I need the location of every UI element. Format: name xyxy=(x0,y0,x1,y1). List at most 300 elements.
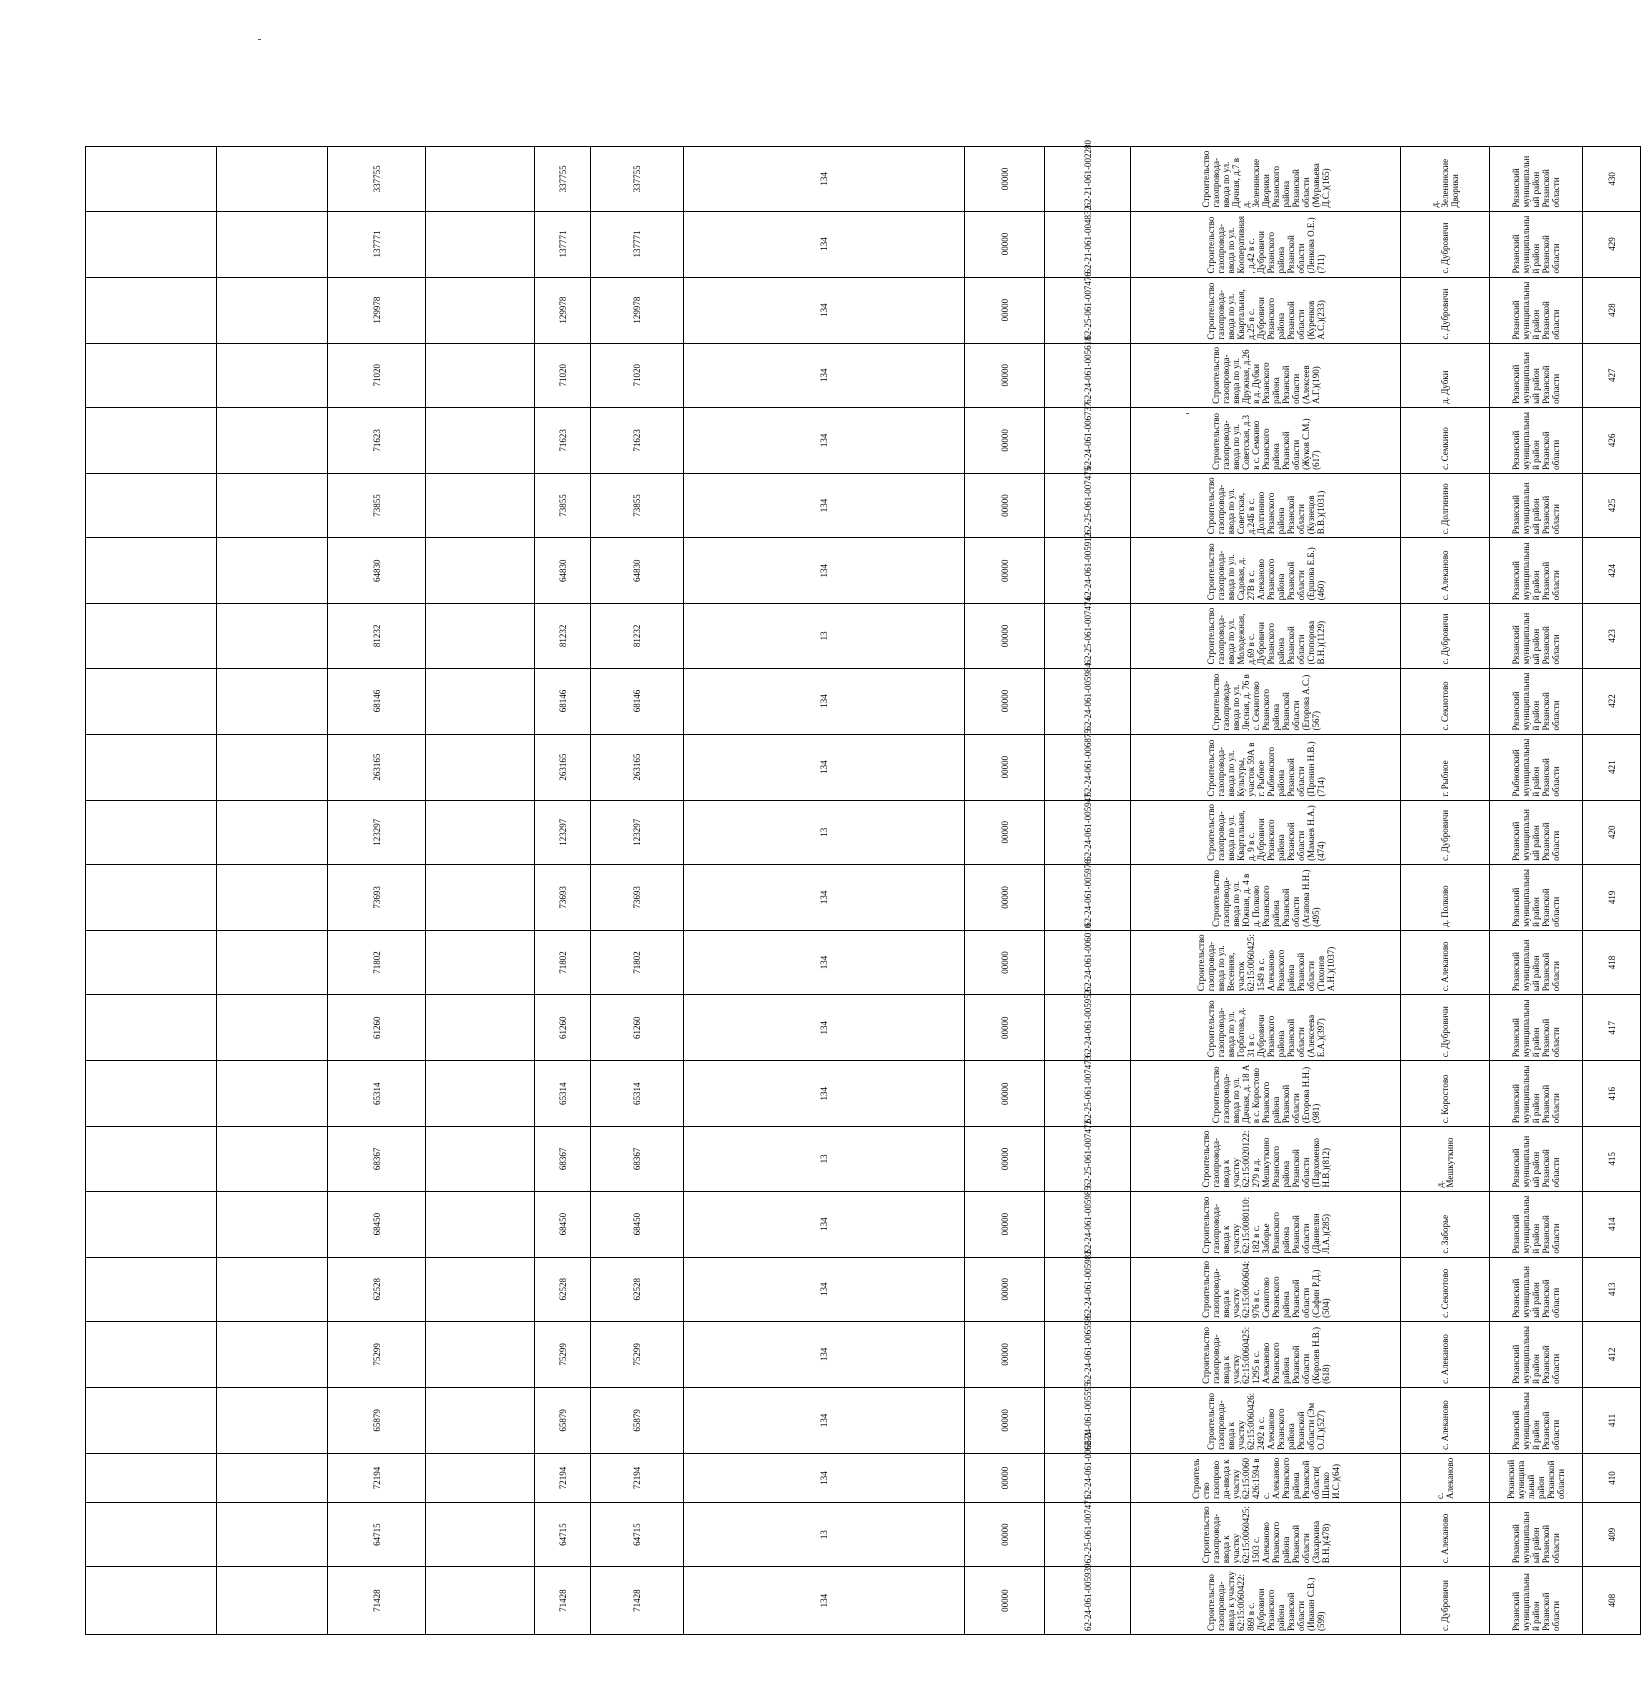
cell-capacity: 134 xyxy=(684,668,965,734)
cell-num: 408 xyxy=(1583,1567,1641,1635)
cell-v3 xyxy=(426,538,535,604)
cell-village: с. Дубровичи xyxy=(1401,1567,1490,1635)
cell-v1: 71802 xyxy=(591,930,684,994)
cell-district: Рязанский муниципальный район Рязанской области xyxy=(1490,1453,1583,1502)
cell-village: с. Алеканово xyxy=(1401,1502,1490,1566)
cell-num: 410 xyxy=(1583,1453,1641,1502)
cell-capacity: 134 xyxy=(684,1387,965,1453)
field-row-capacity xyxy=(684,81,965,1635)
cell-description: Строительство газопровода-ввода к участку 62:15:0060604:976 в с. Секиотово Рязанского района Рязанской области (Сафин Р.Д.)(504) xyxy=(1131,1257,1401,1321)
cell-district: Рязанский муниципальный район Рязанской области xyxy=(1490,604,1583,668)
cell-v4: 65879 xyxy=(328,1387,426,1453)
cell-e2 xyxy=(86,277,217,343)
cell-num: 419 xyxy=(1583,864,1641,930)
cell-cadastral: 62-24-061-005985 xyxy=(1045,1191,1131,1257)
cell-village: с. Заборье xyxy=(1401,1191,1490,1257)
cell-e2 xyxy=(86,1453,217,1502)
cell-e2 xyxy=(86,343,217,407)
field-row-e2 xyxy=(86,81,217,1635)
cell-v4: 129978 xyxy=(328,277,426,343)
cell-num: 415 xyxy=(1583,1127,1641,1191)
cell-description: Строительство газопровода-ввода к участку 62:15:0080110:182 в с. Заборье Рязанского района Рязанской области (Даниелян Л.А.)(285) xyxy=(1131,1191,1401,1257)
cell-v4: 123297 xyxy=(328,800,426,864)
cell-v2: 71802 xyxy=(535,930,591,994)
cell-code: 00000 xyxy=(965,930,1045,994)
cell-v2: 263165 xyxy=(535,734,591,800)
cell-village: с. Алеканово xyxy=(1401,1387,1490,1453)
cell-v2: 71428 xyxy=(535,1567,591,1635)
cell-capacity: 134 xyxy=(684,407,965,473)
cell-v3 xyxy=(426,1191,535,1257)
cell-village: с. Дубровичи xyxy=(1401,604,1490,668)
cell-capacity: 134 xyxy=(684,277,965,343)
cell-capacity: 134 xyxy=(684,211,965,277)
cell-cadastral: 62-24-061-006010 xyxy=(1045,930,1131,994)
cell-capacity: 134 xyxy=(684,930,965,994)
cell-v2: 64830 xyxy=(535,538,591,604)
cell-village: с. Коростово xyxy=(1401,1061,1490,1127)
cell-description: Строительство газопровода-ввода по ул. Квартальная, д. 9 в с. Дубровичи Рязанского района Рязанской области (Мамаев Н.А.)(474) xyxy=(1131,800,1401,864)
cell-v3 xyxy=(426,211,535,277)
cell-description: Строительство газопровода-ввода к участку 62:15:0060422:869 в с. Дубровичи Рязанского района Рязанской области (Ивакин С.В.)(599) xyxy=(1131,1567,1401,1635)
cell-code: 00000 xyxy=(965,211,1045,277)
field-row-e1 xyxy=(217,81,328,1635)
cell-e1 xyxy=(217,1257,328,1321)
cell-num: 416 xyxy=(1583,1061,1641,1127)
cell-v2: 65879 xyxy=(535,1387,591,1453)
cell-code: 00000 xyxy=(965,1387,1045,1453)
cell-v2: 75299 xyxy=(535,1321,591,1387)
cell-description: Строительство газопровода-ввода по ул. Молодежная, д.69 в с. Дубровичи Рязанского района Рязанской области (Стопорова В.Н.)(1129) xyxy=(1131,604,1401,668)
cell-num: 409 xyxy=(1583,1502,1641,1566)
cell-district: Рязанский муниципальный район Рязанской области xyxy=(1490,1061,1583,1127)
cell-district: Рязанский муниципальный район Рязанской области xyxy=(1490,1321,1583,1387)
cell-num: 412 xyxy=(1583,1321,1641,1387)
field-row-num xyxy=(1583,81,1641,1635)
cell-v3 xyxy=(426,864,535,930)
cell-v3 xyxy=(426,995,535,1061)
cell-num: 418 xyxy=(1583,930,1641,994)
scan-mark xyxy=(258,39,261,40)
cell-description: Строительство газопровода-ввода к участку 62:15:0060426:1594 в с. Алеканово Рязанского района Рязанской области(Шилко И.С.)(64) xyxy=(1131,1453,1401,1502)
cell-cadastral: 62-24-061-005952 xyxy=(1045,995,1131,1061)
cell-v4: 81232 xyxy=(328,604,426,668)
cell-code: 00000 xyxy=(965,538,1045,604)
cell-v2: 62528 xyxy=(535,1257,591,1321)
cell-e2 xyxy=(86,1127,217,1191)
cell-capacity: 134 xyxy=(684,864,965,930)
cell-v4: 137771 xyxy=(328,211,426,277)
cell-cadastral: 62-24-061-005984 xyxy=(1045,668,1131,734)
cell-code: 00000 xyxy=(965,407,1045,473)
cell-code: 00000 xyxy=(965,343,1045,407)
cell-description: Строительство газопровода-ввода к участку 62:15:0060425:1503 с. Алеканово Рязанского района Рязанской области (Захаркина В.Н.)(478) xyxy=(1131,1502,1401,1566)
cell-e2 xyxy=(86,995,217,1061)
cell-cadastral: 62-24-061-005976 xyxy=(1045,864,1131,930)
cell-v1: 71020 xyxy=(591,343,684,407)
cell-code: 00000 xyxy=(965,1127,1045,1191)
cell-cadastral: 62-25-061-007476 xyxy=(1045,277,1131,343)
cell-village: с. Дубровичи xyxy=(1401,995,1490,1061)
cell-description: Строительство газопровода-ввода по ул. Квартальная, д.25 в с. Дубровичи Рязанского района Рязанской области (Куренков А.С.)(233) xyxy=(1131,277,1401,343)
cell-capacity: 134 xyxy=(684,1061,965,1127)
cell-village: г. Рыбное xyxy=(1401,734,1490,800)
cell-v1: 62528 xyxy=(591,1257,684,1321)
cell-village: с. Дубровичи xyxy=(1401,277,1490,343)
cell-v3 xyxy=(426,407,535,473)
cell-v1: 129978 xyxy=(591,277,684,343)
cell-v1: 65314 xyxy=(591,1061,684,1127)
cell-num: 428 xyxy=(1583,277,1641,343)
cell-v2: 68450 xyxy=(535,1191,591,1257)
cell-e2 xyxy=(86,734,217,800)
cell-v4: 65314 xyxy=(328,1061,426,1127)
cell-code: 00000 xyxy=(965,147,1045,211)
cell-capacity: 134 xyxy=(684,1453,965,1502)
cell-description: Строительство газопровода-ввода по ул. Советская, д.24Б в с. Долгинино Рязанского района Рязанской области (Кузнецов В.В.)(1031) xyxy=(1131,473,1401,537)
cell-capacity: 134 xyxy=(684,995,965,1061)
cell-v1: 75299 xyxy=(591,1321,684,1387)
cell-description: Строительство газопровода-ввода по ул. Кооперативная, д.42 в с. Дубровичи Рязанского района Рязанской области (Ленкова О.Е.)(711) xyxy=(1131,211,1401,277)
cell-v2: 64715 xyxy=(535,1502,591,1566)
cell-e1 xyxy=(217,604,328,668)
cell-v3 xyxy=(426,604,535,668)
cell-v4: 68450 xyxy=(328,1191,426,1257)
cell-code: 00000 xyxy=(965,1453,1045,1502)
cell-v4: 75299 xyxy=(328,1321,426,1387)
cell-cadastral: 62-25-061-007473 xyxy=(1045,1061,1131,1127)
cell-v4: 61260 xyxy=(328,995,426,1061)
cell-district: Рязанский муниципальный район Рязанской области xyxy=(1490,930,1583,994)
cell-v1: 61260 xyxy=(591,995,684,1061)
cell-num: 422 xyxy=(1583,668,1641,734)
cell-v1: 68146 xyxy=(591,668,684,734)
cell-district: Рязанский муниципальный район Рязанской области xyxy=(1490,147,1583,211)
field-row-cadastral xyxy=(1045,81,1131,1635)
cell-e1 xyxy=(217,407,328,473)
cell-capacity: 134 xyxy=(684,1257,965,1321)
cell-v3 xyxy=(426,1127,535,1191)
cell-v1: 64715 xyxy=(591,1502,684,1566)
cell-v1: 72194 xyxy=(591,1453,684,1502)
cell-v1: 71428 xyxy=(591,1567,684,1635)
cell-village: д. Мешкуткино xyxy=(1401,1127,1490,1191)
cell-capacity: 13 xyxy=(684,800,965,864)
cell-district: Рязанский муниципальный район Рязанской области xyxy=(1490,277,1583,343)
cell-v3 xyxy=(426,1321,535,1387)
cell-e2 xyxy=(86,800,217,864)
cell-code: 00000 xyxy=(965,1567,1045,1635)
cell-v1: 81232 xyxy=(591,604,684,668)
cell-v1: 123297 xyxy=(591,800,684,864)
cell-capacity: 134 xyxy=(684,538,965,604)
cell-code: 00000 xyxy=(965,995,1045,1061)
cell-cadastral: 62-25-061-007474 xyxy=(1045,604,1131,668)
cell-village: с. Секиотово xyxy=(1401,668,1490,734)
cell-e1 xyxy=(217,1127,328,1191)
cell-v2: 137771 xyxy=(535,211,591,277)
cell-v2: 72194 xyxy=(535,1453,591,1502)
cell-code: 00000 xyxy=(965,473,1045,537)
cell-v2: 71623 xyxy=(535,407,591,473)
cell-v1: 73855 xyxy=(591,473,684,537)
cell-v2: 68367 xyxy=(535,1127,591,1191)
cell-district: Рязанский муниципальный район Рязанской области xyxy=(1490,1502,1583,1566)
cell-e1 xyxy=(217,864,328,930)
cell-district: Рязанский муниципальный район Рязанской области xyxy=(1490,1387,1583,1453)
cell-v4: 337755 xyxy=(328,147,426,211)
cell-v4: 73693 xyxy=(328,864,426,930)
cell-description: Строительство газопровода-ввода по ул. Южная, д. 4 в д. Полково Рязанского района Рязанской области (Агапова Н.Н.)(495) xyxy=(1131,864,1401,930)
cell-village: с. Семкино xyxy=(1401,407,1490,473)
cell-capacity: 134 xyxy=(684,1191,965,1257)
cell-v2: 73693 xyxy=(535,864,591,930)
cell-village: с. Алеканово xyxy=(1401,1453,1490,1502)
cell-v3 xyxy=(426,668,535,734)
cell-cadastral: 62-25-061-007472 xyxy=(1045,1127,1131,1191)
field-row-description xyxy=(1131,81,1401,1635)
cell-v4: 71428 xyxy=(328,1567,426,1635)
rotated-table-wrapper xyxy=(85,80,1617,1635)
cell-capacity: 134 xyxy=(684,343,965,407)
cell-cadastral: 62-24-061-005912 xyxy=(1045,538,1131,604)
cell-v2: 65314 xyxy=(535,1061,591,1127)
cell-v4: 71623 xyxy=(328,407,426,473)
cell-v4: 71802 xyxy=(328,930,426,994)
cell-village: с. Алеканово xyxy=(1401,538,1490,604)
cell-cadastral: 62-24-061-005982 xyxy=(1045,1257,1131,1321)
cell-district: Рязанский муниципальный район Рязанской области xyxy=(1490,800,1583,864)
cell-cadastral: 62-25-061-007475 xyxy=(1045,473,1131,537)
cell-v2: 73855 xyxy=(535,473,591,537)
cell-e1 xyxy=(217,1567,328,1635)
cell-v4: 62528 xyxy=(328,1257,426,1321)
cell-v3 xyxy=(426,1567,535,1635)
cell-district: Рязанский муниципальный район Рязанской области xyxy=(1490,407,1583,473)
cell-district: Рязанский муниципальный район Рязанской области xyxy=(1490,1567,1583,1635)
cell-v3 xyxy=(426,277,535,343)
cell-description: Строительство газопровода-ввода по ул. Дачная, д. 18 А в с. Коростово Рязанского района Рязанской области (Егорова Н.Н.)(981) xyxy=(1131,1061,1401,1127)
cell-v2: 337755 xyxy=(535,147,591,211)
cell-code: 00000 xyxy=(965,734,1045,800)
cell-description: Строительство газопровода-ввода по ул. Горбатова, д. 31 в с. Дубровичи Рязанского района Рязанской области (Алексеева Е.А.)(397) xyxy=(1131,995,1401,1061)
cell-district: Рыбновский муниципальный район Рязанской области xyxy=(1490,734,1583,800)
cell-code: 00000 xyxy=(965,1061,1045,1127)
cell-num: 430 xyxy=(1583,147,1641,211)
cell-v3 xyxy=(426,473,535,537)
cell-e2 xyxy=(86,538,217,604)
cell-e1 xyxy=(217,343,328,407)
cell-code: 00000 xyxy=(965,668,1045,734)
cell-cadastral: 62-24-061-005947 xyxy=(1045,800,1131,864)
cell-e2 xyxy=(86,864,217,930)
cell-description: Строительство газопровода-ввода по ул. Лесная, д. 76 в с. Секиотово Рязанского района Рязанской области (Егорова А.С.)(567) xyxy=(1131,668,1401,734)
cell-v1: 73693 xyxy=(591,864,684,930)
cell-cadastral: 62-21-061-004832 xyxy=(1045,211,1131,277)
cell-num: 427 xyxy=(1583,343,1641,407)
cell-e2 xyxy=(86,1387,217,1453)
cell-code: 00000 xyxy=(965,277,1045,343)
field-row-district xyxy=(1490,81,1583,1635)
cell-e2 xyxy=(86,147,217,211)
cell-description: Строительство газопровода-ввода по ул. Культуры, участок 59А в г. Рыбное Рыбновского района Рязанской области (Пронин Н.В.)(714) xyxy=(1131,734,1401,800)
cell-code: 00000 xyxy=(965,1191,1045,1257)
cell-e1 xyxy=(217,473,328,537)
cell-district: Рязанский муниципальный район Рязанской области xyxy=(1490,1191,1583,1257)
cell-village: с. Дубровичи xyxy=(1401,211,1490,277)
cell-e2 xyxy=(86,473,217,537)
cell-num: 414 xyxy=(1583,1191,1641,1257)
cell-v1: 68367 xyxy=(591,1127,684,1191)
field-row-v3 xyxy=(426,81,535,1635)
cell-district: Рязанский муниципальный район Рязанской области xyxy=(1490,1127,1583,1191)
cell-v3 xyxy=(426,930,535,994)
cell-capacity: 134 xyxy=(684,473,965,537)
cell-num: 424 xyxy=(1583,538,1641,604)
cell-e2 xyxy=(86,1321,217,1387)
cell-v4: 263165 xyxy=(328,734,426,800)
cell-village: с. Секиотово xyxy=(1401,1257,1490,1321)
cell-v3 xyxy=(426,1502,535,1566)
cell-code: 00000 xyxy=(965,1502,1045,1566)
cell-village: с. Алеканово xyxy=(1401,930,1490,994)
cell-e2 xyxy=(86,604,217,668)
cell-v2: 81232 xyxy=(535,604,591,668)
cell-cadastral: 62-24-061-006737 xyxy=(1045,407,1131,473)
cell-e1 xyxy=(217,1191,328,1257)
cell-v3 xyxy=(426,1061,535,1127)
cell-v4: 68146 xyxy=(328,668,426,734)
cell-cadastral: 62-24-061-006631 xyxy=(1045,1453,1131,1502)
field-row-v4 xyxy=(328,81,426,1635)
cell-cadastral: 62-24-061-006598 xyxy=(1045,1321,1131,1387)
cell-e2 xyxy=(86,211,217,277)
cell-capacity: 134 xyxy=(684,1567,965,1635)
cell-e2 xyxy=(86,1191,217,1257)
cell-e2 xyxy=(86,407,217,473)
cell-v4: 64830 xyxy=(328,538,426,604)
cell-v3 xyxy=(426,800,535,864)
cell-num: 426 xyxy=(1583,407,1641,473)
cell-cadastral: 62-24-061-006875 xyxy=(1045,734,1131,800)
cell-description: Строительство газопровода-ввода по ул. Весенняя, участок 62:15:0060425:1549 в с. Алеканово Рязанского района Рязанской области (Тихонов А.Н.)(1037) xyxy=(1131,930,1401,994)
cell-num: 421 xyxy=(1583,734,1641,800)
registry-table xyxy=(85,80,1641,1635)
cell-e1 xyxy=(217,277,328,343)
cell-cadastral: 62-21-061-002280 xyxy=(1045,147,1131,211)
cell-v4: 68367 xyxy=(328,1127,426,1191)
cell-district: Рязанский муниципальный район Рязанской области xyxy=(1490,864,1583,930)
cell-capacity: 134 xyxy=(684,734,965,800)
cell-v4: 73855 xyxy=(328,473,426,537)
cell-e1 xyxy=(217,668,328,734)
cell-capacity: 134 xyxy=(684,147,965,211)
cell-v3 xyxy=(426,734,535,800)
cell-v4: 64715 xyxy=(328,1502,426,1566)
field-row-v1 xyxy=(591,81,684,1635)
cell-e1 xyxy=(217,211,328,277)
cell-e2 xyxy=(86,1257,217,1321)
cell-description: Строительство газопровода-ввода по ул. Дачная, д.7 в д. Зеленинские Дворики Рязанского района Рязанской области (Муравьева Д.С.)(165) xyxy=(1131,147,1401,211)
cell-cadastral: 62-24-061-005939 xyxy=(1045,1567,1131,1635)
cell-district: Рязанский муниципальный район Рязанской области xyxy=(1490,1257,1583,1321)
cell-v3 xyxy=(426,1387,535,1453)
cell-district: Рязанский муниципальный район Рязанской области xyxy=(1490,538,1583,604)
cell-district: Рязанский муниципальный район Рязанской области xyxy=(1490,211,1583,277)
cell-description: Строительство газопровода-ввода к участку 62:15:0020122:279 в д. Мешкуткино Рязанского района Рязанской области (Пархоменко Н.В.)(812) xyxy=(1131,1127,1401,1191)
cell-code: 00000 xyxy=(965,864,1045,930)
cell-village: с. Алеканово xyxy=(1401,1321,1490,1387)
cell-village: с. Долгинино xyxy=(1401,473,1490,537)
cell-code: 00000 xyxy=(965,1257,1045,1321)
cell-num: 420 xyxy=(1583,800,1641,864)
cell-num: 423 xyxy=(1583,604,1641,668)
cell-capacity: 13 xyxy=(684,1502,965,1566)
cell-v3 xyxy=(426,1257,535,1321)
cell-village: д. Полково xyxy=(1401,864,1490,930)
cell-e1 xyxy=(217,1453,328,1502)
cell-e1 xyxy=(217,930,328,994)
cell-v1: 137771 xyxy=(591,211,684,277)
cell-v1: 68450 xyxy=(591,1191,684,1257)
cell-cadastral: 62-24-061-005618 xyxy=(1045,343,1131,407)
cell-v2: 61260 xyxy=(535,995,591,1061)
cell-description: Строительство газопровода-ввода по ул. Садовая, д. 27В в с. Алеканово Рязанского района Рязанской области (Ершова Е.Б.)(460) xyxy=(1131,538,1401,604)
cell-district: Рязанский муниципальный район Рязанской области xyxy=(1490,473,1583,537)
cell-v2: 123297 xyxy=(535,800,591,864)
cell-code: 00000 xyxy=(965,604,1045,668)
cell-e2 xyxy=(86,668,217,734)
cell-code: 00000 xyxy=(965,800,1045,864)
cell-cadastral: 62-24-061-005595 xyxy=(1045,1387,1131,1453)
cell-v1: 337755 xyxy=(591,147,684,211)
cell-e1 xyxy=(217,995,328,1061)
cell-num: 417 xyxy=(1583,995,1641,1061)
cell-e1 xyxy=(217,538,328,604)
cell-capacity: 13 xyxy=(684,1127,965,1191)
cell-district: Рязанский муниципальный район Рязанской области xyxy=(1490,995,1583,1061)
cell-e2 xyxy=(86,1567,217,1635)
cell-e2 xyxy=(86,1502,217,1566)
cell-village: д. Зеленинские Дворики xyxy=(1401,147,1490,211)
cell-code: 00000 xyxy=(965,1321,1045,1387)
cell-v1: 65879 xyxy=(591,1387,684,1453)
field-row-v2 xyxy=(535,81,591,1635)
cell-e1 xyxy=(217,1502,328,1566)
cell-v4: 71020 xyxy=(328,343,426,407)
cell-v1: 64830 xyxy=(591,538,684,604)
cell-description: Строительство газопровода-ввода к участку 62:15:0060426:2492 в с. Алеканово Рязанского района Рязанской области (Эм О.Л.)(527) xyxy=(1131,1387,1401,1453)
cell-v2: 129978 xyxy=(535,277,591,343)
cell-e1 xyxy=(217,1387,328,1453)
cell-village: с. Дубровичи xyxy=(1401,800,1490,864)
cell-e1 xyxy=(217,147,328,211)
cell-e2 xyxy=(86,930,217,994)
cell-e1 xyxy=(217,734,328,800)
cell-e1 xyxy=(217,1061,328,1127)
cell-v2: 68146 xyxy=(535,668,591,734)
cell-cadastral: 62-25-061-007471 xyxy=(1045,1502,1131,1566)
cell-v3 xyxy=(426,1453,535,1502)
cell-v3 xyxy=(426,343,535,407)
cell-e2 xyxy=(86,1061,217,1127)
field-row-code xyxy=(965,81,1045,1635)
cell-village: д. Дубки xyxy=(1401,343,1490,407)
cell-district: Рязанский муниципальный район Рязанской области xyxy=(1490,668,1583,734)
cell-v2: 71020 xyxy=(535,343,591,407)
cell-num: 425 xyxy=(1583,473,1641,537)
cell-description: Строительство газопровода-ввода к участку 62:15:0060425:1295 в с. Алеканово Рязанского района Рязанской области (Королев Н.В.)(618) xyxy=(1131,1321,1401,1387)
